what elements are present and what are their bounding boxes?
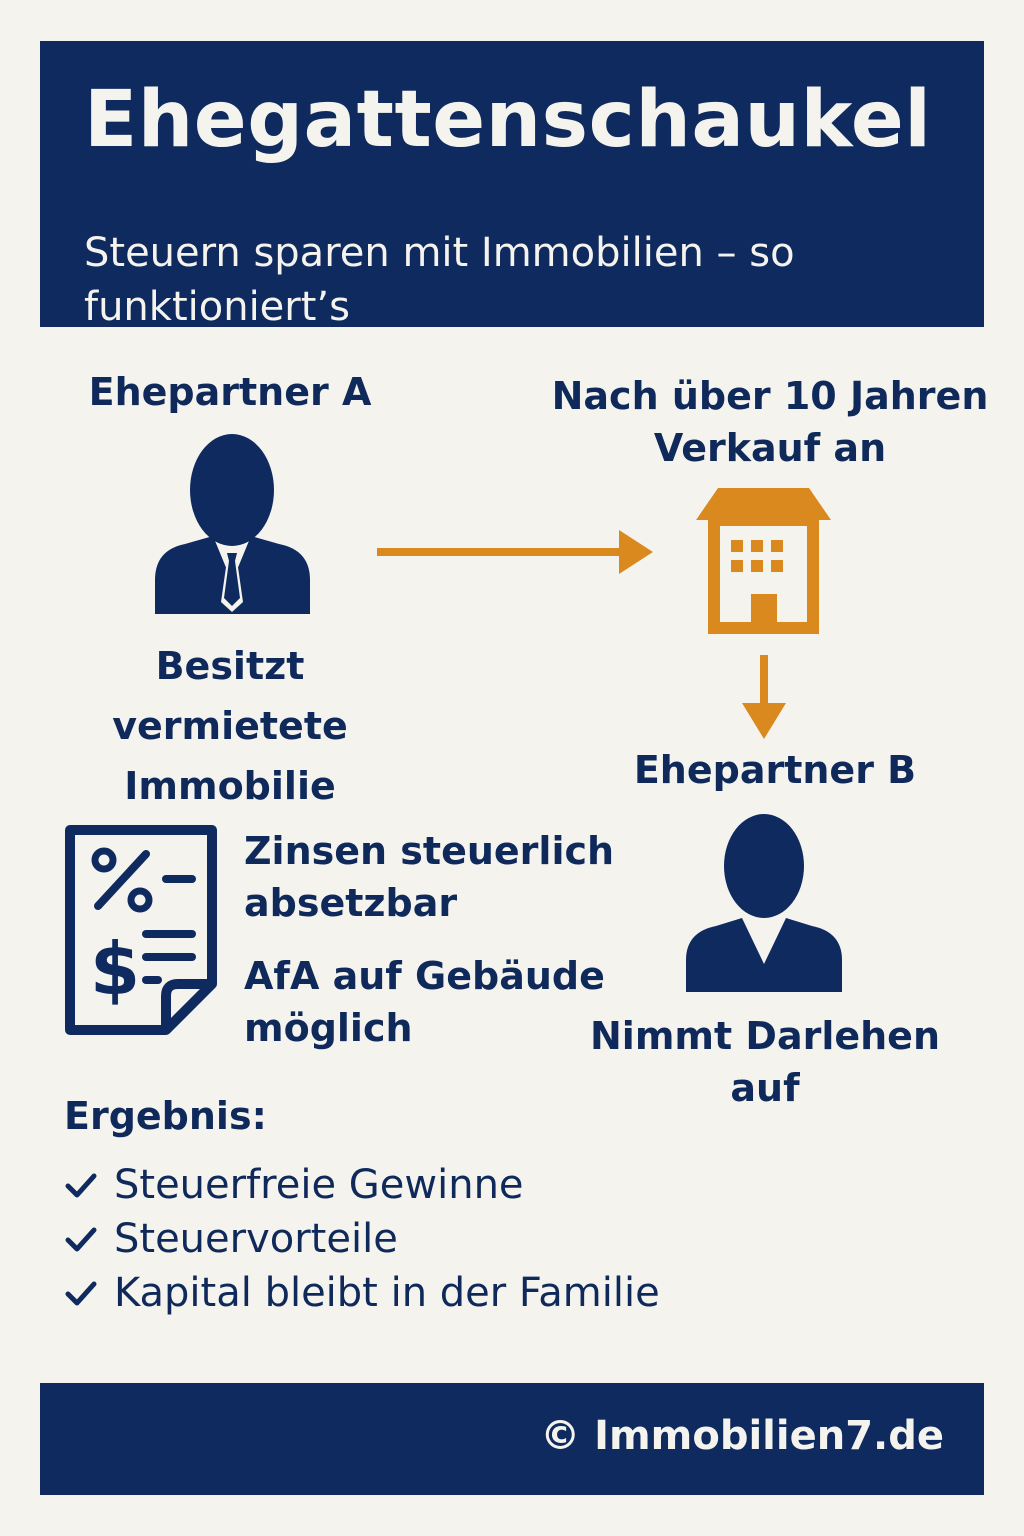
svg-text:$: $ — [90, 927, 141, 1011]
result-item-label: Steuervorteile — [114, 1216, 398, 1262]
building-icon — [696, 488, 831, 634]
page-title: Ehegattenschaukel — [84, 75, 932, 165]
sale-label: Nach über 10 Jahren Verkauf an — [551, 374, 989, 470]
checkmark-icon — [64, 1276, 98, 1310]
list-item — [64, 1158, 660, 1212]
partner-b-role: Nimmt Darlehen auf — [589, 1014, 940, 1110]
person-icon — [686, 814, 842, 992]
page-subtitle: Steuern sparen mit Immobilien – so funktioniert’s — [84, 230, 795, 330]
header-banner — [40, 41, 984, 330]
person-with-tie-icon — [155, 432, 310, 614]
benefit-depreciation: AfA auf Gebäude möglich — [244, 954, 605, 1050]
arrow-right-icon — [377, 527, 653, 577]
benefit-interest: Zinsen steuerlich absetzbar — [244, 829, 615, 925]
result-item-label: Steuerfreie Gewinne — [114, 1162, 524, 1208]
result-title: Ergebnis: — [64, 1094, 267, 1138]
partner-a-label: Ehepartner A — [88, 370, 372, 414]
checkmark-icon — [64, 1222, 98, 1256]
result-list — [64, 1158, 660, 1320]
partner-b-label: Ehepartner B — [633, 748, 917, 792]
footer-brand: © Immobilien7.de — [540, 1413, 944, 1459]
tax-document-icon — [64, 824, 218, 1036]
list-item — [64, 1212, 660, 1266]
result-item-label: Kapital bleibt in der Familie — [114, 1270, 660, 1316]
list-item — [64, 1266, 660, 1320]
partner-a-role: Besitzt vermietete Immobilie — [112, 644, 348, 808]
arrow-down-icon — [739, 655, 789, 739]
checkmark-icon — [64, 1168, 98, 1202]
footer-banner — [40, 1383, 984, 1495]
